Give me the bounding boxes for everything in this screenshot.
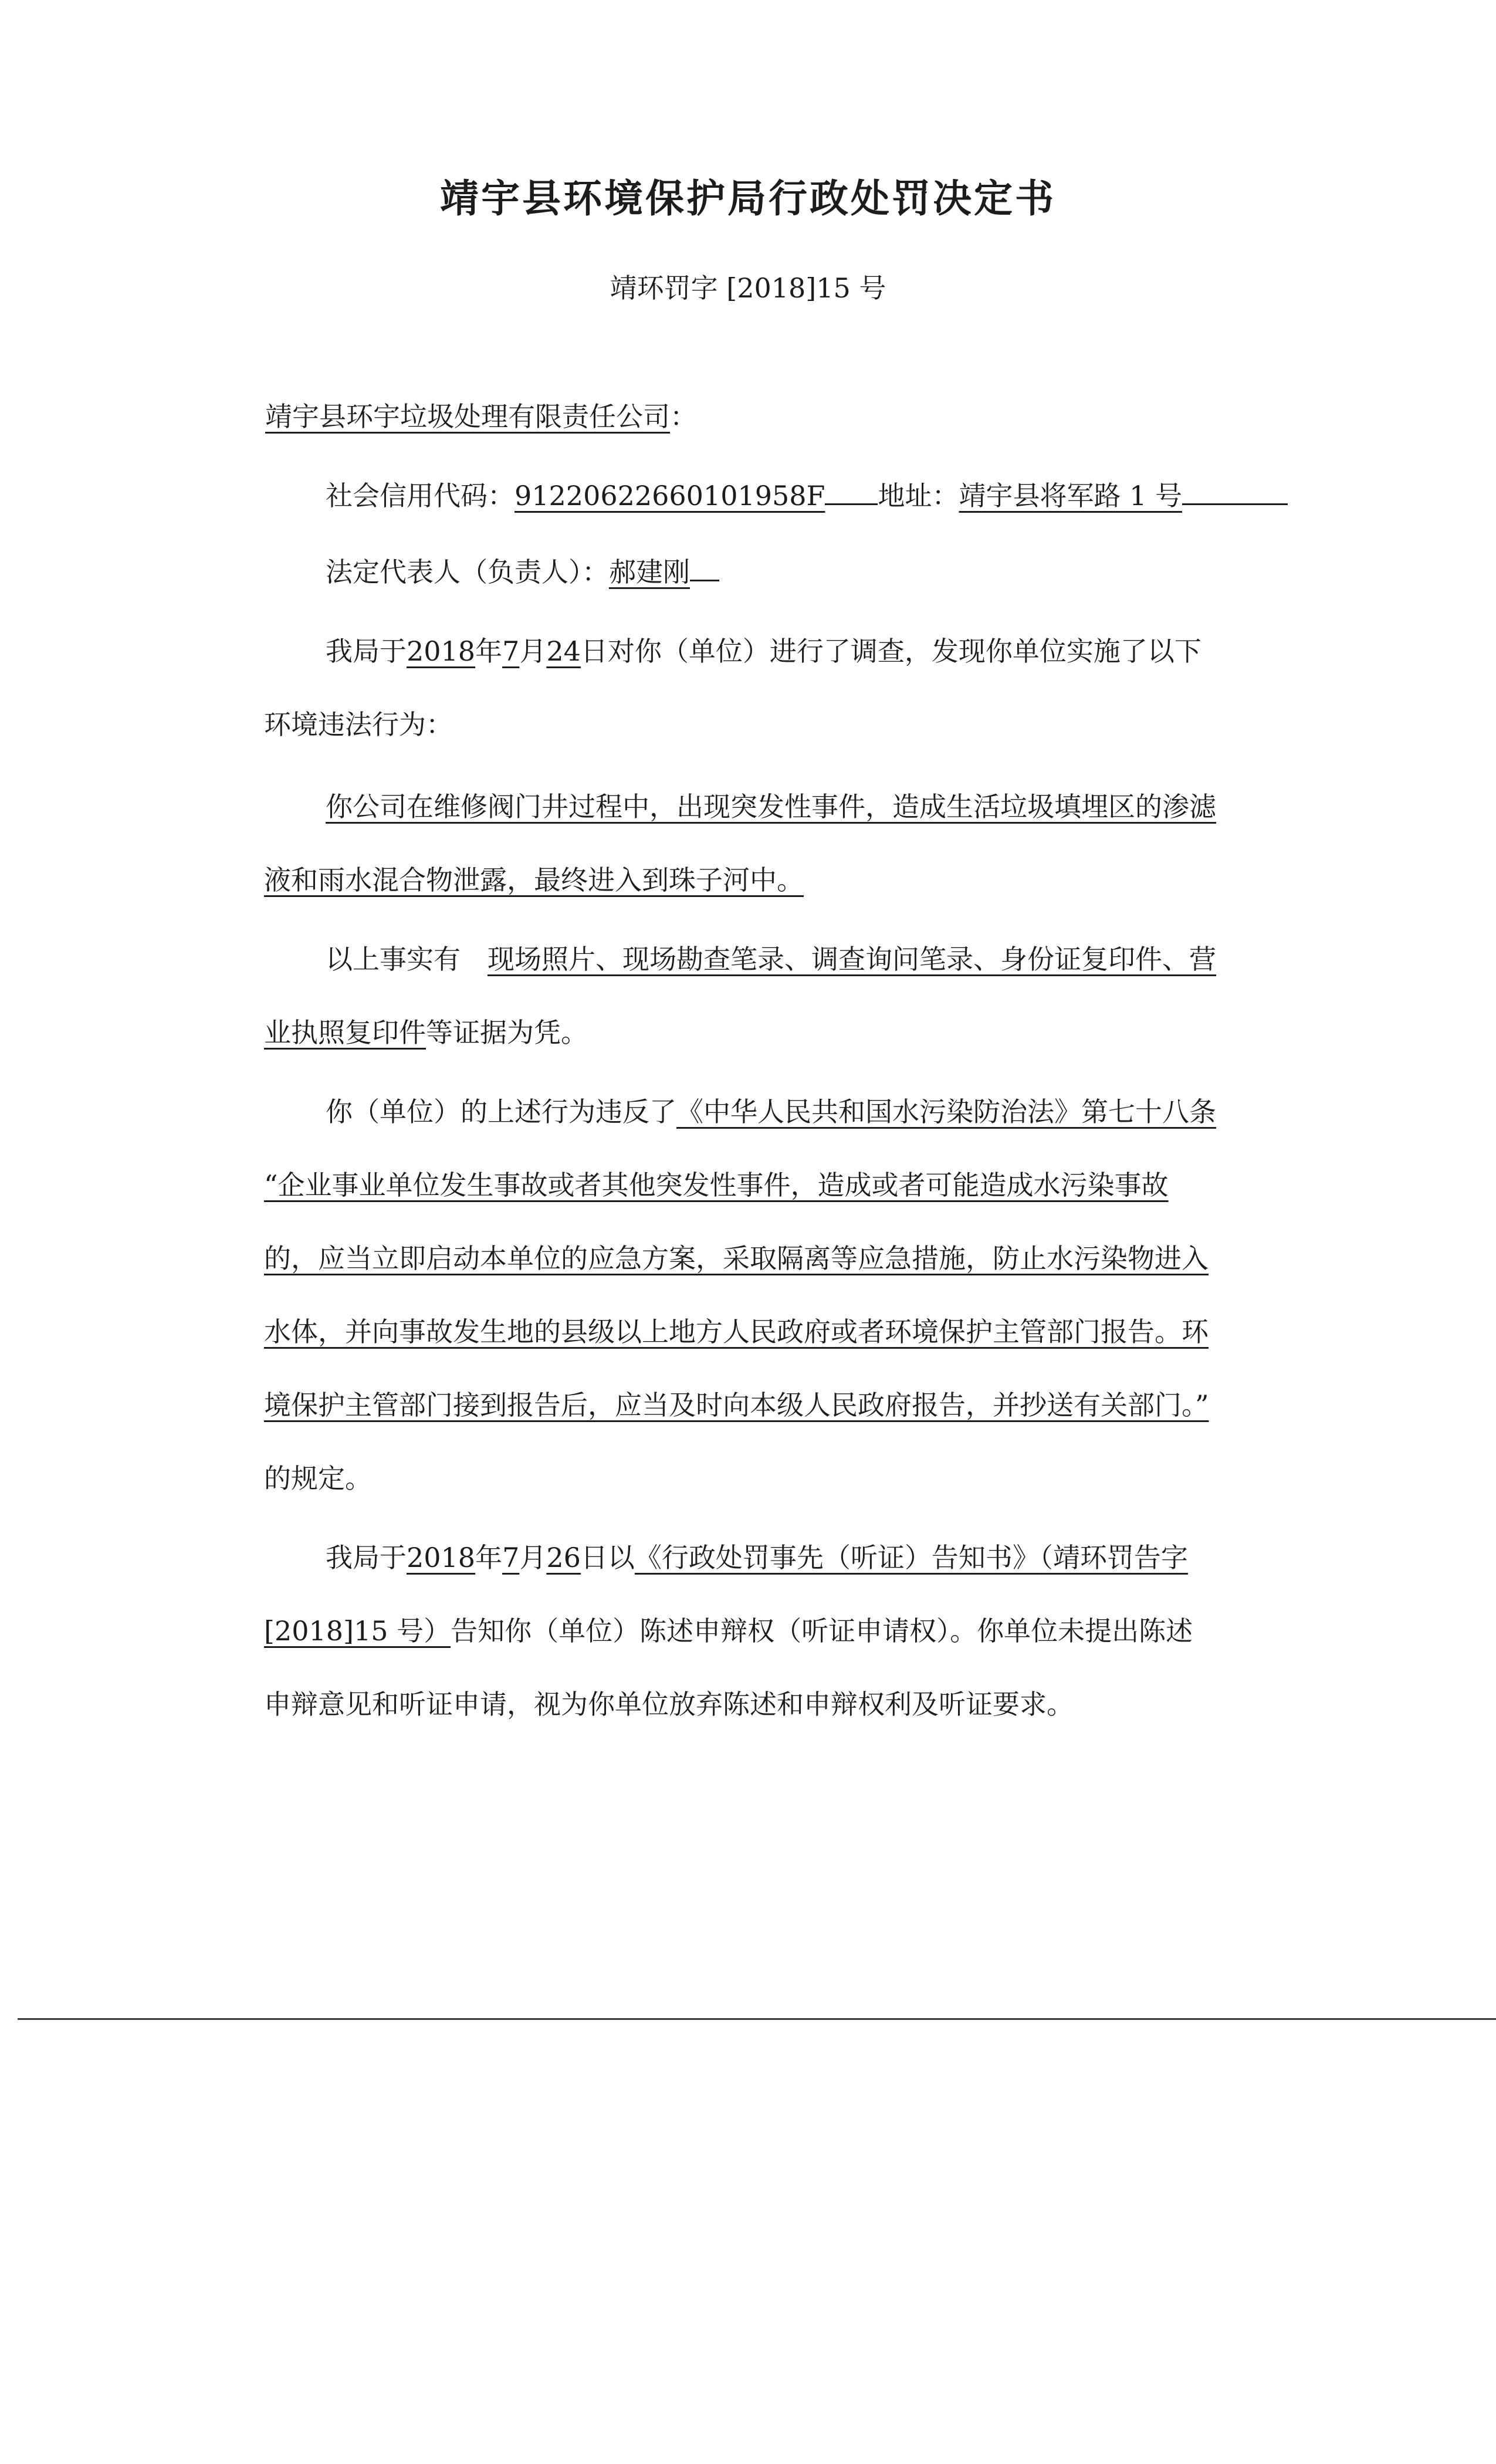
law-name: 《中华人民共和国水污染防治法》 (676, 1096, 1081, 1128)
violation-text-1: 你公司在维修阀门井过程中，出现突发性事件，造成生活垃圾填埋区的渗滤 (326, 791, 1216, 823)
address-value: 靖宇县将军路 1 号 (959, 480, 1182, 512)
notice-mid: 日以 (580, 1542, 635, 1573)
law-text-3: 的，应当立即启动本单位的应急方案，采取隔离等应急措施，防止水污染物进入 (264, 1243, 1209, 1274)
investigation-year: 2018 (407, 635, 476, 667)
notice-text-2: 告知你（单位）陈述申辩权（听证申请权）。你单位未提出陈述 (451, 1615, 1193, 1647)
document-title: 靖宇县环境保护局行政处罚决定书 (440, 175, 1056, 221)
legal-rep-label: 法定代表人（负责人）： (326, 556, 609, 588)
law-prefix: 你（单位）的上述行为违反了 (326, 1096, 676, 1128)
law-line-5 (264, 1387, 1209, 1423)
law-text-5: 境保护主管部门接到报告后，应当及时向本级人民政府报告，并抄送有关部门。” (264, 1389, 1209, 1421)
credit-address-line (326, 478, 1288, 513)
evidence-prefix: 以上事实有 (326, 943, 461, 975)
legal-rep-line (326, 554, 719, 590)
evidence-line-2 (264, 1015, 588, 1050)
recipient-name: 靖宇县环宇垃圾处理有限责任公司 (265, 401, 670, 432)
notice-prefix: 我局于 (326, 1542, 407, 1573)
year-unit: 年 (475, 635, 503, 667)
evidence-suffix: 等证据为凭。 (426, 1017, 588, 1048)
month-unit: 月 (519, 635, 547, 667)
investigation-text: 日对你（单位）进行了调查，发现你单位实施了以下 (580, 635, 1201, 667)
investigation-month: 7 (502, 635, 520, 667)
credit-code-label: 社会信用代码： (326, 480, 515, 512)
evidence-items-2: 业执照复印件 (264, 1017, 426, 1048)
blank-underline (825, 480, 878, 505)
address-label: 地址： (878, 480, 959, 512)
blank-underline (1182, 480, 1288, 505)
evidence-items-1: 现场照片、现场勘查笔录、调查询问笔录、身份证复印件、营 (488, 943, 1216, 975)
investigation-line-1 (326, 634, 1201, 669)
law-text-2: “企业事业单位发生事故或者其他突发性事件，造成或者可能造成水污染事故 (264, 1169, 1169, 1201)
notice-line-1 (326, 1540, 1188, 1575)
notice-line-2 (264, 1613, 1193, 1649)
notice-month: 7 (502, 1542, 520, 1573)
scan-edge-line (18, 2018, 1496, 2020)
law-text-4: 水体，并向事故发生地的县级以上地方人民政府或者环境保护主管部门报告。环 (264, 1316, 1209, 1348)
credit-code-value: 91220622660101958F (515, 480, 825, 512)
violation-text-2: 液和雨水混合物泄露，最终进入到珠子河中。 (264, 864, 804, 896)
recipient-line (265, 399, 697, 434)
investigation-prefix: 我局于 (326, 635, 407, 667)
violation-line-2 (264, 862, 804, 898)
law-line-3 (264, 1241, 1209, 1276)
month-unit: 月 (519, 1542, 547, 1573)
notice-year: 2018 (407, 1542, 476, 1573)
law-line-6: 的规定。 (264, 1463, 372, 1494)
evidence-line-1 (326, 942, 1216, 977)
investigation-day: 24 (546, 635, 581, 667)
notice-ref-2: [2018]15 号） (264, 1615, 451, 1647)
law-line-2 (264, 1167, 1169, 1203)
law-line-4 (264, 1314, 1209, 1349)
notice-name: 《行政处罚事先（听证）告知书》 (634, 1542, 1040, 1573)
violation-line-1 (326, 789, 1216, 824)
law-article: 第七十八条 (1081, 1096, 1216, 1128)
recipient-colon: ： (670, 401, 697, 432)
notice-line-3: 申辩意见和听证申请，视为你单位放弃陈述和申辩权利及听证要求。 (264, 1688, 1074, 1720)
notice-day: 26 (546, 1542, 581, 1573)
blank-underline (690, 556, 719, 581)
law-line-1 (326, 1094, 1216, 1129)
notice-ref-1: （靖环罚告字 (1039, 1542, 1188, 1573)
document-number: 靖环罚字 [2018]15 号 (610, 272, 886, 304)
legal-rep-value: 郝建刚 (609, 556, 690, 588)
year-unit: 年 (475, 1542, 503, 1573)
investigation-line-2: 环境违法行为： (264, 709, 453, 740)
